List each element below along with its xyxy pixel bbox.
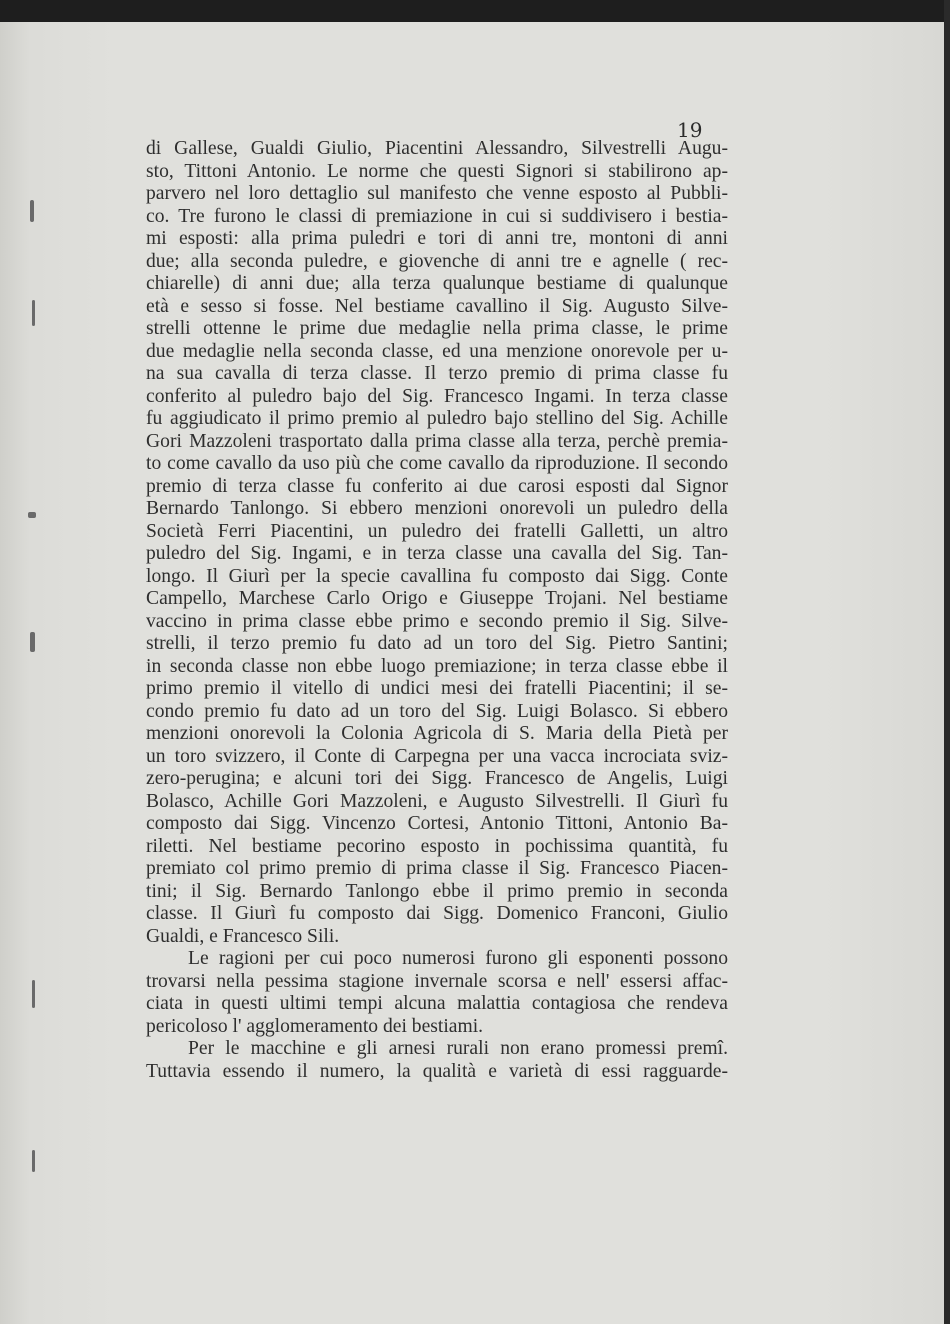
text-line: strelli ottenne le prime due medaglie nella prima classe, le prime [146,318,728,339]
text-line: trovarsi nella pessima stagione invernale scorsa e nell' essersi affac- [146,970,728,992]
scan-right-border [944,0,950,1324]
text-line: conferito al puledro bajo del Sig. Francesco Ingami. In terza classe [146,385,728,407]
text-line: tini; il Sig. Bernardo Tanlongo ebbe il primo premio in seconda [146,880,728,902]
text-line: fu aggiudicato il primo premio al puledro bajo stellino del Sig. Achille [146,408,728,429]
margin-speck [32,1150,35,1172]
text-line: riletti. Nel bestiame pecorino esposto in pochissima quantità, fu [146,835,728,857]
text-line: Per le macchine e gli arnesi rurali non erano promessi premî. [188,1038,728,1059]
text-line: menzioni onorevoli la Colonia Agricola di S. Maria della Pietà per [146,723,728,744]
text-line: puledro del Sig. Ingami, e in terza classe una cavalla del Sig. Tan- [146,543,728,564]
text-line: Gori Mazzoleni trasportato dalla prima classe alla terza, perchè premia- [146,430,728,452]
text-line: Le ragioni per cui poco numerosi furono gli esponenti possono [188,948,728,969]
text-line: Campello, Marchese Carlo Origo e Giuseppe Trojani. Nel bestiame [146,588,728,609]
text-line: na sua cavalla di terza classe. Il terzo premio di prima classe fu [146,363,728,384]
text-line: chiarelle) di anni due; alla terza qualunque bestiame di qualunque [146,273,728,294]
margin-speck [30,200,34,222]
margin-speck [30,632,35,652]
text-line: classe. Il Giurì fu composto dai Sigg. Domenico Franconi, Giulio [146,903,728,924]
text-line: strelli, il terzo premio fu dato ad un toro del Sig. Pietro Santini; [146,633,728,654]
scan-top-border [0,0,950,22]
text-line: ciata in questi ultimi tempi alcuna malattia contagiosa che rendeva [146,993,728,1014]
text-line: to come cavallo da uso più che come cavallo da riproduzione. Il secondo [146,453,728,474]
text-line: Bernardo Tanlongo. Si ebbero menzioni onorevoli un puledro della [146,498,728,519]
text-line: parvero nel loro dettaglio sul manifesto che venne esposto al Pubbli- [146,183,728,204]
text-line: premiato col primo premio di prima classe il Sig. Francesco Piacen- [146,858,728,879]
text-line: un toro svizzero, il Conte di Carpegna per una vacca incrociata sviz- [146,745,728,767]
text-line: premio di terza classe fu conferito ai due carosi esposti dal Signor [146,475,728,497]
text-line: età e sesso si fosse. Nel bestiame cavallino il Sig. Augusto Silve- [146,295,728,317]
text-line: due; alla seconda puledre, e giovenche di anni tre e agnelle ( rec- [146,250,728,272]
margin-speck [32,980,35,1008]
text-line: composto dai Sigg. Vincenzo Cortesi, Antonio Tittoni, Antonio Ba- [146,813,728,834]
text-line: longo. Il Giurì per la specie cavallina fu composto dai Sigg. Conte [146,565,728,587]
text-line: primo premio il vitello di undici mesi dei fratelli Piacentini; il se- [146,678,728,699]
text-line: vaccino in prima classe ebbe primo e secondo premio il Sig. Silve- [146,610,728,632]
text-line: co. Tre furono le classi di premiazione in cui si suddivisero i bestia- [146,205,728,227]
text-line: Tuttavia essendo il numero, la qualità e varietà di essi ragguarde- [146,1060,728,1082]
text-line: condo premio fu dato ad un toro del Sig. Luigi Bolasco. Si ebbero [146,700,728,722]
body-text [146,138,728,1083]
margin-speck [32,300,35,326]
text-line: zero-perugina; e alcuni tori dei Sigg. Francesco de Angelis, Luigi [146,768,728,789]
text-line: di Gallese, Gualdi Giulio, Piacentini Alessandro, Silvestrelli Augu- [146,138,728,159]
margin-speck [28,512,36,518]
text-line: Bolasco, Achille Gori Mazzoleni, e Augusto Silvestrelli. Il Giurì fu [146,790,728,812]
text-line: pericoloso l' agglomeramento dei bestiami. [146,1015,484,1037]
text-line: mi esposti: alla prima puledri e tori di anni tre, montoni di anni [146,228,728,249]
text-line: in seconda classe non ebbe luogo premiazione; in terza classe ebbe il [146,655,728,677]
page-number: 19 [677,118,703,142]
text-line: Società Ferri Piacentini, un puledro dei fratelli Galletti, un altro [146,520,728,542]
text-line: Gualdi, e Francesco Sili. [146,925,340,947]
text-line: due medaglie nella seconda classe, ed una menzione onorevole per u- [146,340,728,362]
text-line: sto, Tittoni Antonio. Le norme che questi Signori si stabilirono ap- [146,160,728,182]
